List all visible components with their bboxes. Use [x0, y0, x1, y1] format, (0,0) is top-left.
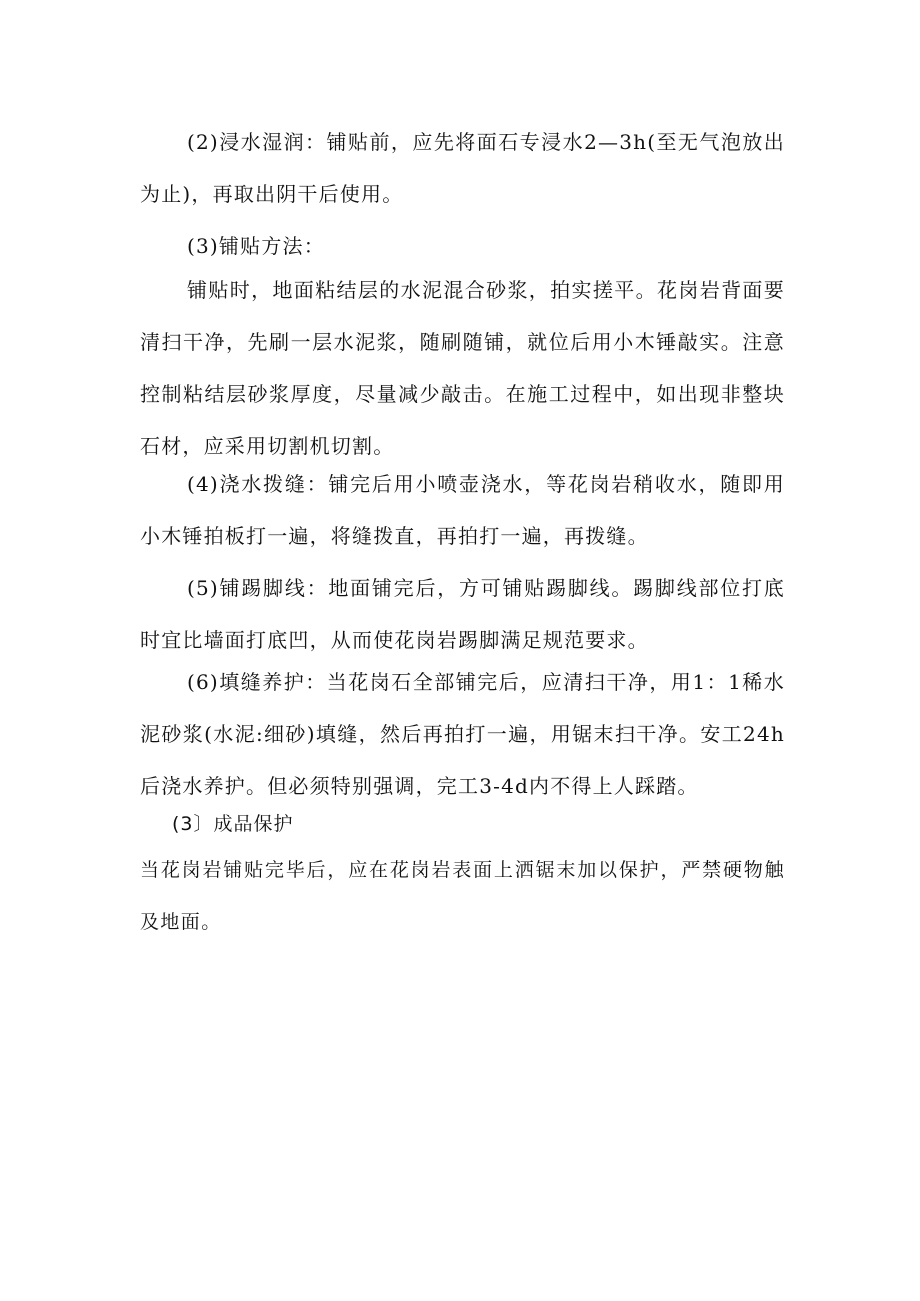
paragraph-soaking: (2)浸水湿润：铺贴前，应先将面石专浸水2—3h(至无气泡放出为止)，再取出阴干后使用。 — [140, 130, 785, 206]
paragraph-skirting: (5)铺踢脚线：地面铺完后，方可铺贴踢脚线。踢脚线部位打底时宜比墙面打底凹，从而使花岗岩踢脚满足规范要求。 — [140, 576, 785, 652]
paragraph-protection: 当花岗岩铺贴完毕后，应在花岗岩表面上洒锯末加以保护，严禁硬物触及地面。 — [140, 859, 785, 933]
paragraph-watering-joints: (4)浇水拨缝：铺完后用小喷壶浇水，等花岗岩稍收水，随即用小木锤拍板打一遍，将缝拨直，再拍打一遍，再拨缝。 — [140, 472, 785, 548]
paragraph-method-body: 铺贴时，地面粘结层的水泥混合砂浆，拍实搓平。花岗岩背面要清扫干净，先刷一层水泥浆，随刷随铺，就位后用小木锤敲实。注意控制粘结层砂浆厚度，尽量减少敲击。在施工过程中，如出现非整块石材，应采用切割机切割。 — [140, 278, 785, 458]
paragraph-method-heading: (3)铺贴方法： — [187, 234, 325, 258]
section-heading-protection: (3〕成品保护 — [172, 813, 294, 835]
paragraph-grouting-curing: (6)填缝养护：当花岗石全部铺完后，应清扫干净，用1：1稀水泥砂浆(水泥:细砂)填缝，然后再拍打一遍，用锯末扫干净。安工24h后浇水养护。但必须特别强调，完工3-4d内不得上人踩踏。 — [140, 670, 785, 798]
